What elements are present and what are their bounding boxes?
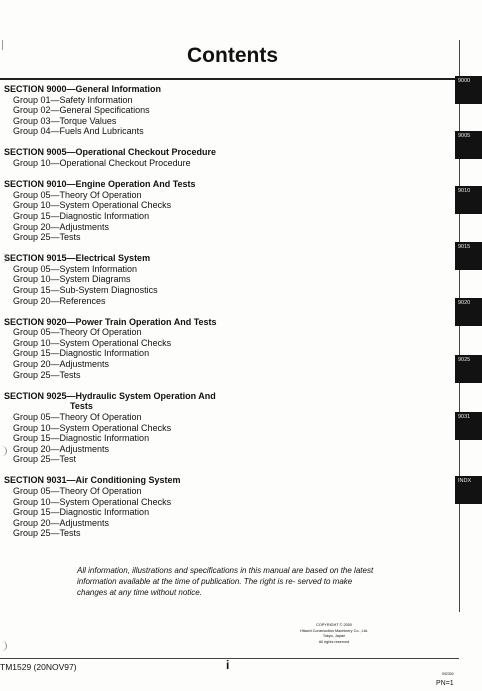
toc-section <box>4 475 424 539</box>
toc-section <box>4 147 424 168</box>
group-item[interactable]: Group 05—System Information <box>13 263 138 274</box>
section-tab-index[interactable]: INDX <box>455 476 482 504</box>
print-code: 092300 <box>442 672 454 676</box>
table-of-contents <box>4 84 424 549</box>
group-item[interactable]: Group 20—Adjustments <box>13 359 110 370</box>
group-item[interactable]: Group 10—System Operational Checks <box>13 422 172 433</box>
group-item[interactable]: Group 10—System Operational Checks <box>13 200 172 211</box>
group-item[interactable]: Group 20—Adjustments <box>13 221 110 232</box>
section-heading[interactable]: SECTION 9005—Operational Checkout Procedure <box>4 147 217 158</box>
section-heading[interactable]: SECTION 9015—Electrical System <box>4 253 151 264</box>
copyright-line: Hitachi Construction Machinery Co., Ltd. <box>300 628 368 633</box>
group-item[interactable]: Group 05—Theory Of Operation <box>13 411 142 422</box>
toc-section <box>4 179 424 243</box>
group-item[interactable]: Group 05—Theory Of Operation <box>13 327 142 338</box>
section-heading[interactable]: SECTION 9020—Power Train Operation And Tests <box>4 316 217 327</box>
group-item[interactable]: Group 20—Adjustments <box>13 443 110 454</box>
group-item[interactable]: Group 15—Sub-System Diagnostics <box>13 285 158 295</box>
group-item[interactable]: Group 04—Fuels And Lubricants <box>13 126 144 137</box>
group-item[interactable]: Group 01—Safety Information <box>13 94 133 105</box>
section-heading[interactable]: SECTION 9025—Hydraulic System Operation And <box>4 390 216 401</box>
group-item[interactable]: Group 10—System Operational Checks <box>13 496 172 507</box>
toc-section <box>4 391 424 465</box>
group-item[interactable]: Group 10—System Diagrams <box>13 274 131 285</box>
section-tab-9025[interactable]: 9025 <box>455 355 482 383</box>
group-item[interactable]: Group 25—Test <box>13 454 77 465</box>
section-tab-9020[interactable]: 9020 <box>455 298 482 326</box>
group-item[interactable]: Group 20—References <box>13 295 106 306</box>
copyright-line: COPYRIGHT © 2000 <box>316 623 352 627</box>
section-heading[interactable]: SECTION 9031—Air Conditioning System <box>4 475 181 486</box>
section-heading[interactable]: SECTION 9010—Engine Operation And Tests <box>4 179 196 190</box>
group-item[interactable]: Group 25—Tests <box>13 369 81 380</box>
copyright-line: All rights reserved <box>318 639 350 644</box>
section-tab-9031[interactable]: 9031 <box>455 412 482 440</box>
section-tab-9015[interactable]: 9015 <box>455 242 482 270</box>
page-title: Contents <box>187 44 278 67</box>
toc-section <box>4 253 424 306</box>
group-item[interactable]: Group 20—Adjustments <box>13 517 110 528</box>
toc-section <box>4 317 424 381</box>
section-tab-9005[interactable]: 9005 <box>455 131 482 159</box>
section-tab-9000[interactable]: 9000 <box>455 76 482 104</box>
copyright-line: Tokyo, Japan <box>322 634 346 639</box>
group-item[interactable]: Group 15—Diagnostic Information <box>13 507 150 518</box>
section-heading-continued[interactable]: Tests <box>70 401 93 412</box>
group-item[interactable]: Group 05—Theory Of Operation <box>13 189 142 200</box>
binder-mark <box>2 641 7 651</box>
section-tab-9010[interactable]: 9010 <box>455 186 482 214</box>
group-item[interactable]: Group 10—System Operational Checks <box>13 337 172 348</box>
group-item[interactable]: Group 15—Diagnostic Information <box>13 210 150 221</box>
page-number: i <box>226 658 230 672</box>
section-heading[interactable]: SECTION 9000—General Information <box>4 84 162 94</box>
copyright-block <box>272 623 396 645</box>
notice-text: All information, illustrations and specifications in this manual are based on the latest information available at the time of publication. The right is re- served to make changes at any time without notice. <box>77 566 374 597</box>
manual-id: TM1529 (20NOV97) <box>0 662 77 672</box>
footer-rule <box>0 658 459 659</box>
group-item[interactable]: Group 03—Torque Values <box>13 115 117 126</box>
group-item[interactable]: Group 05—Theory Of Operation <box>13 486 142 496</box>
toc-section <box>4 84 424 137</box>
page-id: PN=1 <box>436 680 454 687</box>
group-item[interactable]: Group 10—Operational Checkout Procedure <box>13 158 191 169</box>
group-item[interactable]: Group 15—Diagnostic Information <box>13 348 150 359</box>
title-rule <box>0 78 459 80</box>
group-item[interactable]: Group 02—General Specifications <box>13 105 150 116</box>
right-margin-rule <box>459 40 460 612</box>
group-item[interactable]: Group 15—Diagnostic Information <box>13 433 150 444</box>
group-item[interactable]: Group 25—Tests <box>13 232 81 243</box>
group-item[interactable]: Group 25—Tests <box>13 528 81 539</box>
